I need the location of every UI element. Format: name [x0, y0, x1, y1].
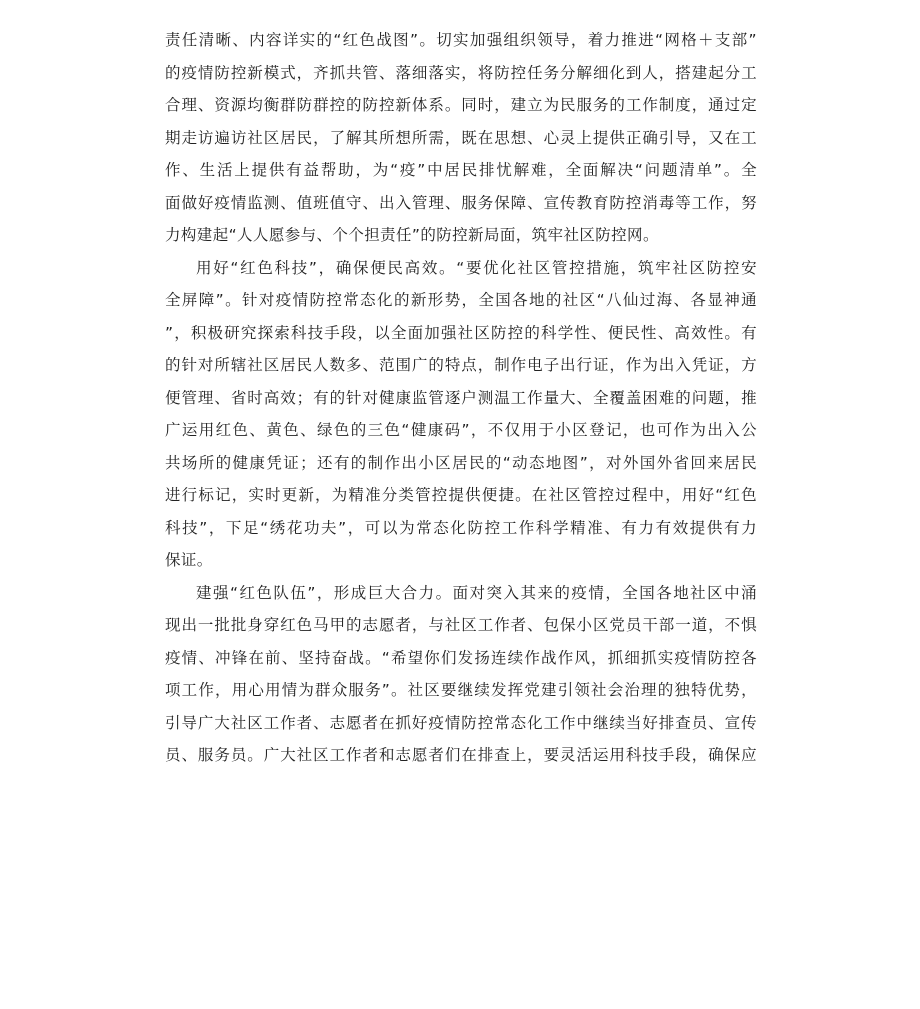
paragraph-3	[165, 577, 757, 772]
text-line: 面做好疫情监测、值班值守、出入管理、服务保障、宣传教育防控消毒等工作，努	[165, 193, 757, 212]
text-line: 项工作，用心用情为群众服务”。社区要继续发挥党建引领社会治理的独特优势，	[165, 681, 757, 699]
text-line: 建强“红色队伍”，形成巨大合力。面对突入其来的疫情，全国各地社区中涌	[196, 583, 757, 602]
text-line: 进行标记，实时更新，为精准分类管控提供便捷。在社区管控过程中，用好“红色	[165, 486, 757, 504]
text-line: 共场所的健康凭证；还有的制作出小区居民的“动态地图”，对外国外省回来居民	[165, 453, 757, 472]
text-line: 全屏障”。针对疫情防控常态化的新形势，全国各地的社区“八仙过海、各显神通	[165, 291, 757, 309]
text-line: 责任清晰、内容详实的“红色战图”。切实加强组织领导，着力推进“网格＋支部”	[165, 31, 757, 49]
paragraph-1	[165, 24, 757, 252]
text-line: 的疫情防控新模式，齐抓共管、落细落实，将防控任务分解细化到人，搭建起分工	[165, 63, 757, 82]
text-line: 现出一批批身穿红色马甲的志愿者，与社区工作者、包保小区党员干部一道，不惧	[165, 616, 757, 634]
text-line: 科技”，下足“绣花功夫”，可以为常态化防控工作科学精准、有力有效提供有力	[165, 518, 757, 537]
text-line: 力构建起“人人愿参与、个个担责任”的防控新局面，筑牢社区防控网。	[165, 226, 659, 244]
text-line: 引导广大社区工作者、志愿者在抓好疫情防控常态化工作中继续当好排查员、宣传	[165, 713, 757, 732]
document-page	[165, 24, 757, 772]
text-line: 用好“红色科技”，确保便民高效。“要优化社区管控措施，筑牢社区防控安	[196, 258, 757, 277]
text-line: 作、生活上提供有益帮助，为“疫”中居民排忧解难，全面解决“问题清单”。全	[165, 161, 757, 179]
text-line: 期走访遍访社区居民，了解其所想所需，既在思想、心灵上提供正确引导，又在工	[165, 128, 757, 147]
text-line: 合理、资源均衡群防群控的防控新体系。同时，建立为民服务的工作制度，通过定	[165, 96, 757, 114]
text-line: ”，积极研究探索科技手段，以全面加强社区防控的科学性、便民性、高效性。有	[165, 323, 757, 342]
text-line: 便管理、省时高效；有的针对健康监管逐户测温工作量大、全覆盖困难的问题，推	[165, 388, 757, 407]
text-line: 的针对所辖社区居民人数多、范围广的特点，制作电子出行证，作为出入凭证，方	[165, 356, 757, 374]
text-line: 保证。	[165, 551, 213, 569]
paragraph-2	[165, 252, 757, 577]
text-line: 疫情、冲锋在前、坚持奋战。“希望你们发扬连续作战作风，抓细抓实疫情防控各	[165, 648, 757, 667]
text-line: 广运用红色、黄色、绿色的三色“健康码”，不仅用于小区登记，也可作为出入公	[165, 421, 757, 439]
text-line: 员、服务员。广大社区工作者和志愿者们在排查上，要灵活运用科技手段，确保应	[165, 746, 757, 764]
